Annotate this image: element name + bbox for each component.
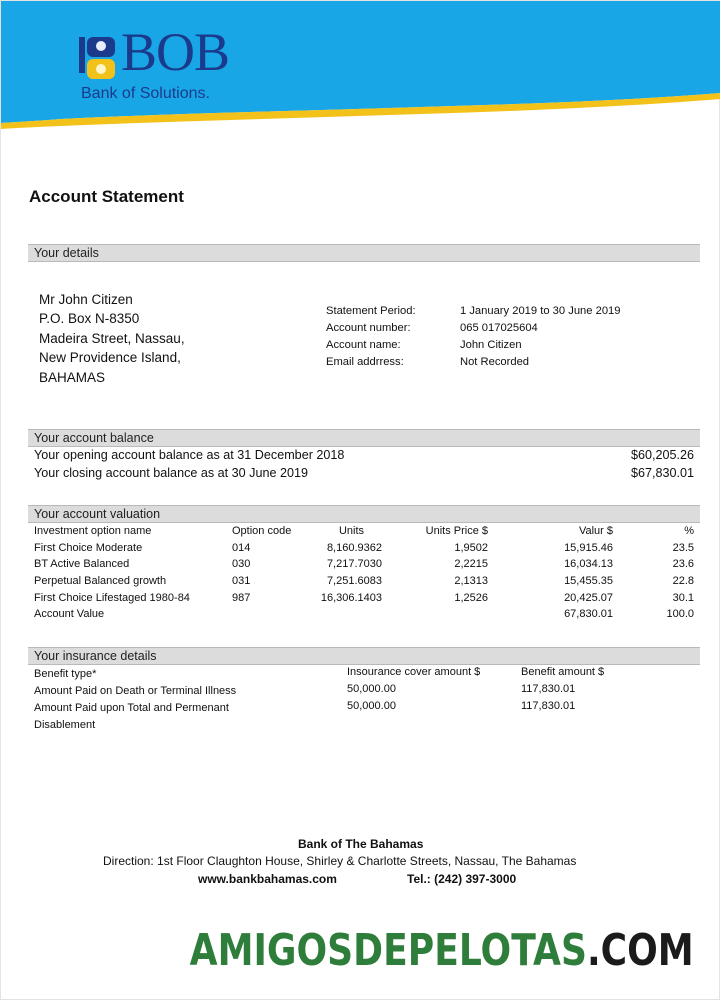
section-header-details: Your details xyxy=(28,244,700,262)
option-price: 1,9502 xyxy=(454,541,488,554)
option-price: 2,2215 xyxy=(454,558,488,571)
option-units: 7,251.6083 xyxy=(326,575,382,588)
closing-balance-row xyxy=(34,466,694,480)
col-header-price: Units Price $ xyxy=(425,525,488,537)
footer-website: www.bankbahamas.com xyxy=(198,872,337,886)
account-value-pct: 100.0 xyxy=(666,608,694,621)
col-header-units: Units xyxy=(338,525,364,537)
address-line: BAHAMAS xyxy=(39,369,106,385)
watermark-main: AMIGOSDEPELOTAS xyxy=(189,925,588,976)
option-name: BT Active Balanced xyxy=(34,558,130,571)
col-header-name: Investment option name xyxy=(34,525,152,537)
insurance-table xyxy=(34,666,694,734)
table-row xyxy=(34,542,694,559)
logo-wordmark: BOB xyxy=(121,22,230,82)
customer-address xyxy=(39,290,185,387)
account-number-label: Account number: xyxy=(326,322,411,334)
account-number-value: 065 017025604 xyxy=(460,322,538,334)
address-line: P.O. Box N-8350 xyxy=(39,311,140,327)
option-code: 030 xyxy=(232,558,251,571)
address-line: New Providence Island, xyxy=(39,350,181,366)
valuation-header-row xyxy=(34,525,694,542)
option-value: 15,455.35 xyxy=(564,575,613,588)
option-value: 15,915.46 xyxy=(564,541,613,554)
benefit-type: Amount Paid on Death or Terminal Illness xyxy=(34,685,237,697)
account-name-label: Account name: xyxy=(326,339,401,351)
footer-phone: Tel.: (242) 397-3000 xyxy=(407,872,517,886)
account-value-amount: 67,830.01 xyxy=(564,608,613,621)
bob-logo xyxy=(79,22,249,111)
closing-balance-label: Your closing account balance as at 30 June 2019 xyxy=(34,466,308,480)
account-value-label: Account Value xyxy=(34,608,105,621)
table-row xyxy=(34,575,694,592)
benefit-amount: 117,830.01 xyxy=(521,683,576,695)
col-header-benefit-amount: Benefit amount $ xyxy=(521,666,605,678)
address-line: Madeira Street, Nassau, xyxy=(39,330,185,346)
option-price: 1,2526 xyxy=(454,591,488,604)
opening-balance-row xyxy=(34,448,694,462)
option-value: 16,034.13 xyxy=(564,558,613,571)
col-header-pct: % xyxy=(684,525,694,537)
cover-amount: 50,000.00 xyxy=(347,683,396,695)
option-pct: 23.5 xyxy=(672,541,694,554)
option-units: 8,160.9362 xyxy=(326,541,382,554)
option-pct: 22.8 xyxy=(672,575,694,588)
table-row xyxy=(34,558,694,575)
option-name: First Choice Moderate xyxy=(34,541,143,554)
table-row xyxy=(34,592,694,609)
option-pct: 30.1 xyxy=(672,591,694,604)
option-code: 987 xyxy=(232,591,251,604)
statement-meta-values xyxy=(460,303,620,371)
option-name: Perpetual Balanced growth xyxy=(34,575,167,588)
benefit-amount: 117,830.01 xyxy=(521,700,576,712)
email-value: Not Recorded xyxy=(460,356,530,368)
bank-seal-icon xyxy=(79,33,119,79)
account-name-value: John Citizen xyxy=(460,339,522,351)
option-pct: 23.6 xyxy=(672,558,694,571)
section-header-balance: Your account balance xyxy=(28,429,700,447)
statement-period-label: Statement Period: xyxy=(326,305,416,317)
watermark-tld: .COM xyxy=(587,925,694,976)
option-units: 16,306.1403 xyxy=(320,591,382,604)
opening-balance-value: $60,205.26 xyxy=(630,448,694,462)
section-header-valuation: Your account valuation xyxy=(28,505,700,523)
logo-subtitle: Bank of Solutions. xyxy=(81,85,210,102)
table-row xyxy=(34,700,694,734)
col-header-value: Valur $ xyxy=(578,525,613,537)
benefit-type: Amount Paid upon Total and Permenant Disablement xyxy=(34,702,229,731)
account-value-total-row xyxy=(34,608,694,625)
email-label: Email addrress: xyxy=(326,356,404,368)
section-header-insurance: Your insurance details xyxy=(28,647,700,665)
option-code: 014 xyxy=(232,541,251,554)
option-value: 20,425.07 xyxy=(564,591,613,604)
footer-bank-name: Bank of The Bahamas xyxy=(298,837,424,851)
option-name: First Choice Lifestaged 1980-84 xyxy=(34,591,190,604)
col-header-benefit-type: Benefit type* xyxy=(34,668,97,680)
statement-meta-labels xyxy=(326,303,416,371)
option-price: 2,1313 xyxy=(454,575,488,588)
table-row xyxy=(34,683,694,700)
page-title: Account Statement xyxy=(29,187,184,206)
closing-balance-value: $67,830.01 xyxy=(630,466,694,480)
option-units: 7,217.7030 xyxy=(326,558,382,571)
cover-amount: 50,000.00 xyxy=(347,700,396,712)
opening-balance-label: Your opening account balance as at 31 December 2018 xyxy=(34,448,345,462)
insurance-header-row xyxy=(34,666,694,683)
statement-period-value: 1 January 2019 to 30 June 2019 xyxy=(460,305,621,317)
address-line: Mr John Citizen xyxy=(39,292,133,307)
col-header-cover-amount: Insourance cover amount $ xyxy=(347,666,481,678)
footer-address: Direction: 1st Floor Claughton House, Shirley & Charlotte Streets, Nassau, The Bahamas xyxy=(103,854,577,868)
watermark xyxy=(190,925,694,976)
valuation-table xyxy=(34,525,694,625)
option-code: 031 xyxy=(232,575,251,588)
col-header-code: Option code xyxy=(232,525,292,537)
